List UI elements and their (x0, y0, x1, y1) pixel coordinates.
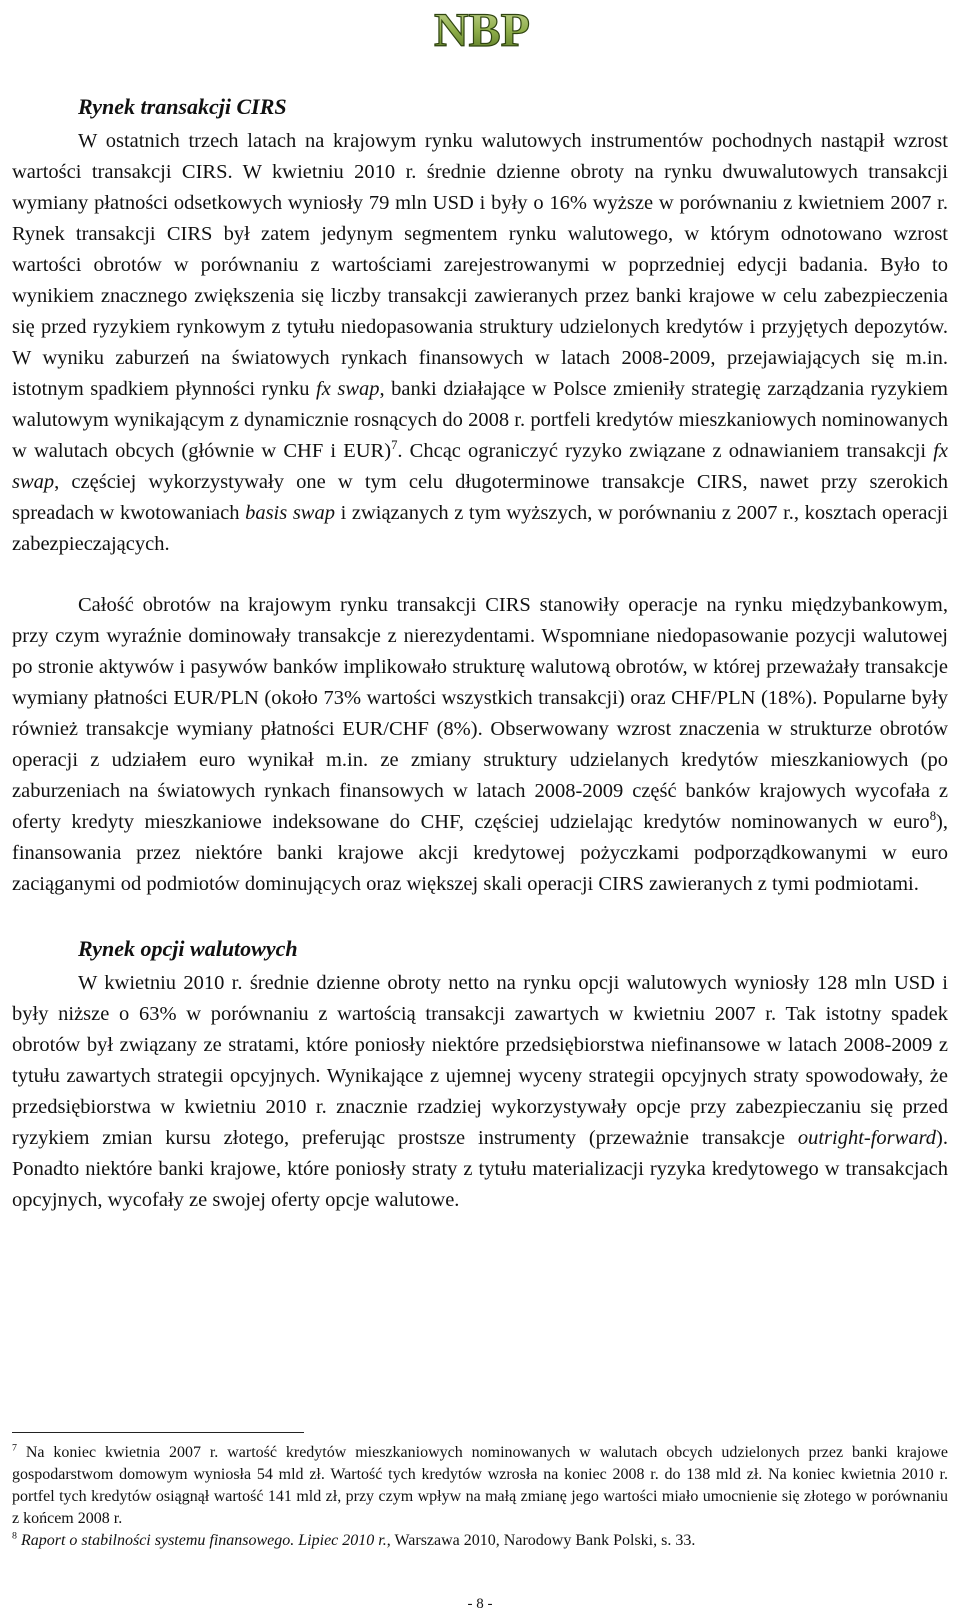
page-number: - 8 - (467, 1596, 493, 1612)
footnote-ref-8: 8 (929, 809, 937, 824)
footnote-divider (12, 1432, 304, 1433)
paragraph-cirs-1: W ostatnich trzech latach na krajowym rynku walutowych instrumentów pochodnych nastąpił wzrost wartości transakcji CIRS. W kwietniu 2010 r. średnie dzienne obroty na rynku dwuwalutowych transakcji wymiany płatności odsetkowych wyniosły 79 mln USD i były o 16% wyższe w porównaniu z kwietniem 2007 r. Rynek transakcji CIRS był zatem jedynym segmentem rynku walutowego, w którym odnotowano wzrost wartości obrotów w porównaniu z wartościami zarejestrowanymi w poprzedniej edycji badania. Było to wynikiem znacznego zwiększenia się liczby transakcji zawieranych przez banki krajowe w celu zabezpieczenia się przed ryzykiem rynkowym z tytułu niedopasowania struktury udzielonych kredytów i przyjętych depozytów. W wyniku zaburzeń na światowych rynkach finansowych w latach 2008-2009, przejawiających się m.in. istotnym spadkiem płynności rynku fx swap, banki działające w Polsce zmieniły strategię zarządzania ryzykiem walutowym wynikającym z dynamicznie rosnących do 2008 r. portfeli kredytów mieszkaniowych nominowanych w walutach obcych (głównie w CHF i EUR)$^7$. Chcąc ograniczyć ryzyko związane z odnawianiem transakcji fx swap, częściej wykorzystywały one w tym celu długoterminowe transakcje CIRS, nawet przy szerokich spreadach w kwotowaniach basis swap i związanych z tym wyższych, w porównaniu z 2007 r., kosztach operacji zabezpieczających. (12, 130, 948, 555)
nbp-logo (416, 4, 548, 54)
section-heading-options: Rynek opcji walutowych (78, 936, 298, 961)
main-content (12, 92, 948, 1216)
footnote-ref-7: 7 (391, 438, 398, 453)
paragraph-cirs-2: Całość obrotów na krajowym rynku transakcji CIRS stanowiły operacje na rynku międzybankowym, przy czym wyraźnie dominowały transakcje z nierezydentami. Wspomniane niedopasowanie pozycji walutowej po stronie aktywów i pasywów banków implikowało strukturę walutową obrotów, w której przeważały transakcje wymiany płatności EUR/PLN (około 73% wartości wszystkich transakcji) oraz CHF/PLN (18%). Popularne były również transakcje wymiany płatności EUR/CHF (8%). Obserwowany wzrost znaczenia w strukturze obrotów operacji z udziałem euro wynikał m.in. ze zmiany struktury udzielanych kredytów mieszkaniowych (po zaburzeniach na światowych rynkach finansowych w latach 2008-2009 część banków krajowych wycofała z oferty kredyty mieszkaniowe indeksowane do CHF, częściej udzielając kredytów nominowanych w euro$^8$), finansowania przez niektóre banki krajowe akcji kredytowej pożyczkami podporządkowanymi w euro zaciąganymi od podmiotów dominujących oraz większej skali operacji CIRS zawieranych z tymi podmiotami. (12, 594, 948, 895)
section-heading-cirs: Rynek transakcji CIRS (78, 94, 287, 119)
footnote-7: $^7$ Na koniec kwietnia 2007 r. wartość kredytów mieszkaniowych nominowanych w walutach obcych udzielonych przez banki krajowe gospodarstwom domowym wyniosła 54 mld zł. Wartość tych kredytów wzrosła na koniec 2008 r. do 138 mld zł. Na koniec kwietnia 2010 r. portfel tych kredytów osiągnął wartość 141 mld zł, przy czym wpływ na małą zmianę jego wartości miało umocnienie się złotego w porównaniu z końcem 2008 r. (12, 1442, 948, 1527)
paragraph-options-1: W kwietniu 2010 r. średnie dzienne obroty netto na rynku opcji walutowych wyniosły 128 mln USD i były niższe o 63% w porównaniu z wartością transakcji zawartych w kwietniu 2007 r. Tak istotny spadek obrotów był związany ze stratami, które poniosły niektóre przedsiębiorstwa niefinansowe w latach 2008-2009 z tytułu zawartych strategii opcyjnych. Wynikające z ujemnej wyceny strategii opcyjnych straty spowodowały, że przedsiębiorstwa w kwietniu 2010 r. znacznie rzadziej wykorzystywały opcje przy zabezpieczaniu się przed ryzykiem zmian kursu złotego, preferując prostsze instrumenty (przeważnie transakcje outright-forward). Ponadto niektóre banki krajowe, które poniosły straty z tytułu materializacji ryzyka kredytowego w transakcjach opcyjnych, wycofały ze swojej oferty opcje walutowe. (12, 972, 948, 1211)
footnotes (12, 1442, 948, 1552)
footnote-8: $^8$ Raport o stabilności systemu finansowego. Lipiec 2010 r., Warszawa 2010, Narodowy Bank Polski, s. 33. (12, 1530, 696, 1549)
nbp-logo-text: NBP (434, 4, 530, 54)
